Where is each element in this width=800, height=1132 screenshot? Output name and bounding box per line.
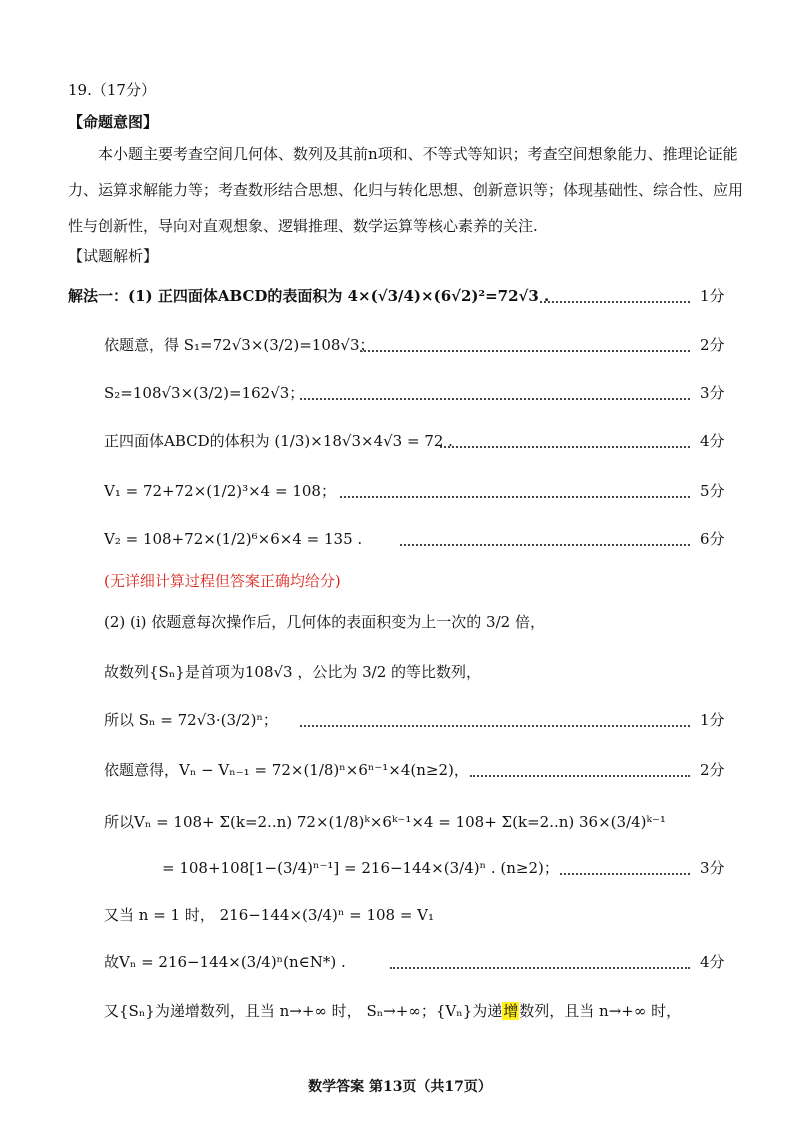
solution-line-4: 正四面体ABCD的体积为 (1/3)×18√3×4√3 = 72 . <box>104 432 453 450</box>
part2-line-6: 故Vₙ = 216−144×(3/4)ⁿ(n∈N*) . <box>104 953 346 971</box>
part2-line-3: 所以Vₙ = 108+ Σ(k=2..n) 72×(1/8)ᵏ×6ᵏ⁻¹×4 = 108+ Σ(k=2..n) 36×(3/4)ᵏ⁻¹ <box>104 813 666 831</box>
intent-paragraph: 本小题主要考查空间几何体、数列及其前n项和、不等式等知识；考查空间想象能力、推理论证能力、运算求解能力等；考查数形结合思想、化归与转化思想、创新意识等；体现基础性、综合性、应用性与创新性，导向对直观想象、逻辑推理、数学运算等核心素养的关注. <box>68 145 744 235</box>
score-1: 1分 <box>700 287 725 305</box>
solution-line-2: 依题意，得 S₁=72√3×(3/2)=108√3； <box>104 336 375 354</box>
score-3: 3分 <box>700 384 725 402</box>
solution-line-5: V₁ = 72+72×(1/2)³×4 = 108； <box>104 482 336 500</box>
dot-leader-8 <box>470 771 690 777</box>
dot-leader-6 <box>400 540 690 546</box>
score-8: 2分 <box>700 761 725 779</box>
dot-leader-4 <box>440 442 690 448</box>
score-7: 1分 <box>700 711 725 729</box>
part2-line-2: 依题意得，Vₙ − Vₙ₋₁ = 72×(1/8)ⁿ×6ⁿ⁻¹×4(n≥2)， <box>104 761 469 779</box>
dot-leader-7 <box>300 721 690 727</box>
score-6: 6分 <box>700 530 725 548</box>
page-footer: 数学答案 第13页（共17页） <box>308 1079 492 1095</box>
dot-leader-5 <box>340 492 690 498</box>
score-5: 5分 <box>700 482 725 500</box>
part2-last-line <box>104 1001 681 1021</box>
dot-leader-1 <box>540 297 690 303</box>
last-line-part-b: 数列，且当 n→+∞ 时， <box>519 1002 682 1020</box>
highlighted-char: 增 <box>503 1002 519 1020</box>
part2-line-1: 所以 Sₙ = 72√3·(3/2)ⁿ； <box>104 711 278 729</box>
dot-leader-3 <box>300 394 690 400</box>
score-2: 2分 <box>700 336 725 354</box>
part2-line-5: 又当 n = 1 时， 216−144×(3/4)ⁿ = 108 = V₁ <box>104 906 435 924</box>
dot-leader-9 <box>560 869 690 875</box>
grading-note: (无详细计算过程但答案正确均给分) <box>104 572 341 590</box>
part2-intro: (2) (i) 依题意每次操作后，几何体的表面积变为上一次的 3/2 倍， <box>104 613 545 631</box>
question-header: 19.（17分） <box>68 81 156 99</box>
score-9: 3分 <box>700 859 725 877</box>
solution-line-1: 解法一：(1) 正四面体ABCD的表面积为 4×(√3/4)×(6√2)²=72√3 . <box>68 287 550 305</box>
solution-line-3: S₂=108√3×(3/2)=162√3； <box>104 384 305 402</box>
solution-line-6: V₂ = 108+72×(1/2)⁶×6×4 = 135 . <box>104 530 363 548</box>
analysis-heading: 【试题解析】 <box>68 247 159 265</box>
part2-line-4: = 108+108[1−(3/4)ⁿ⁻¹] = 216−144×(3/4)ⁿ . (n≥2)； <box>162 859 559 877</box>
intent-heading: 【命题意图】 <box>68 113 159 131</box>
dot-leader-2 <box>360 346 690 352</box>
score-4: 4分 <box>700 432 725 450</box>
score-10: 4分 <box>700 953 725 971</box>
last-line-part-a: 又{Sₙ}为递增数列，且当 n→+∞ 时， Sₙ→+∞；{Vₙ}为递 <box>104 1002 503 1020</box>
part2-sequence: 故数列{Sₙ}是首项为108√3 ，公比为 3/2 的等比数列， <box>104 663 482 681</box>
dot-leader-10 <box>390 963 690 969</box>
